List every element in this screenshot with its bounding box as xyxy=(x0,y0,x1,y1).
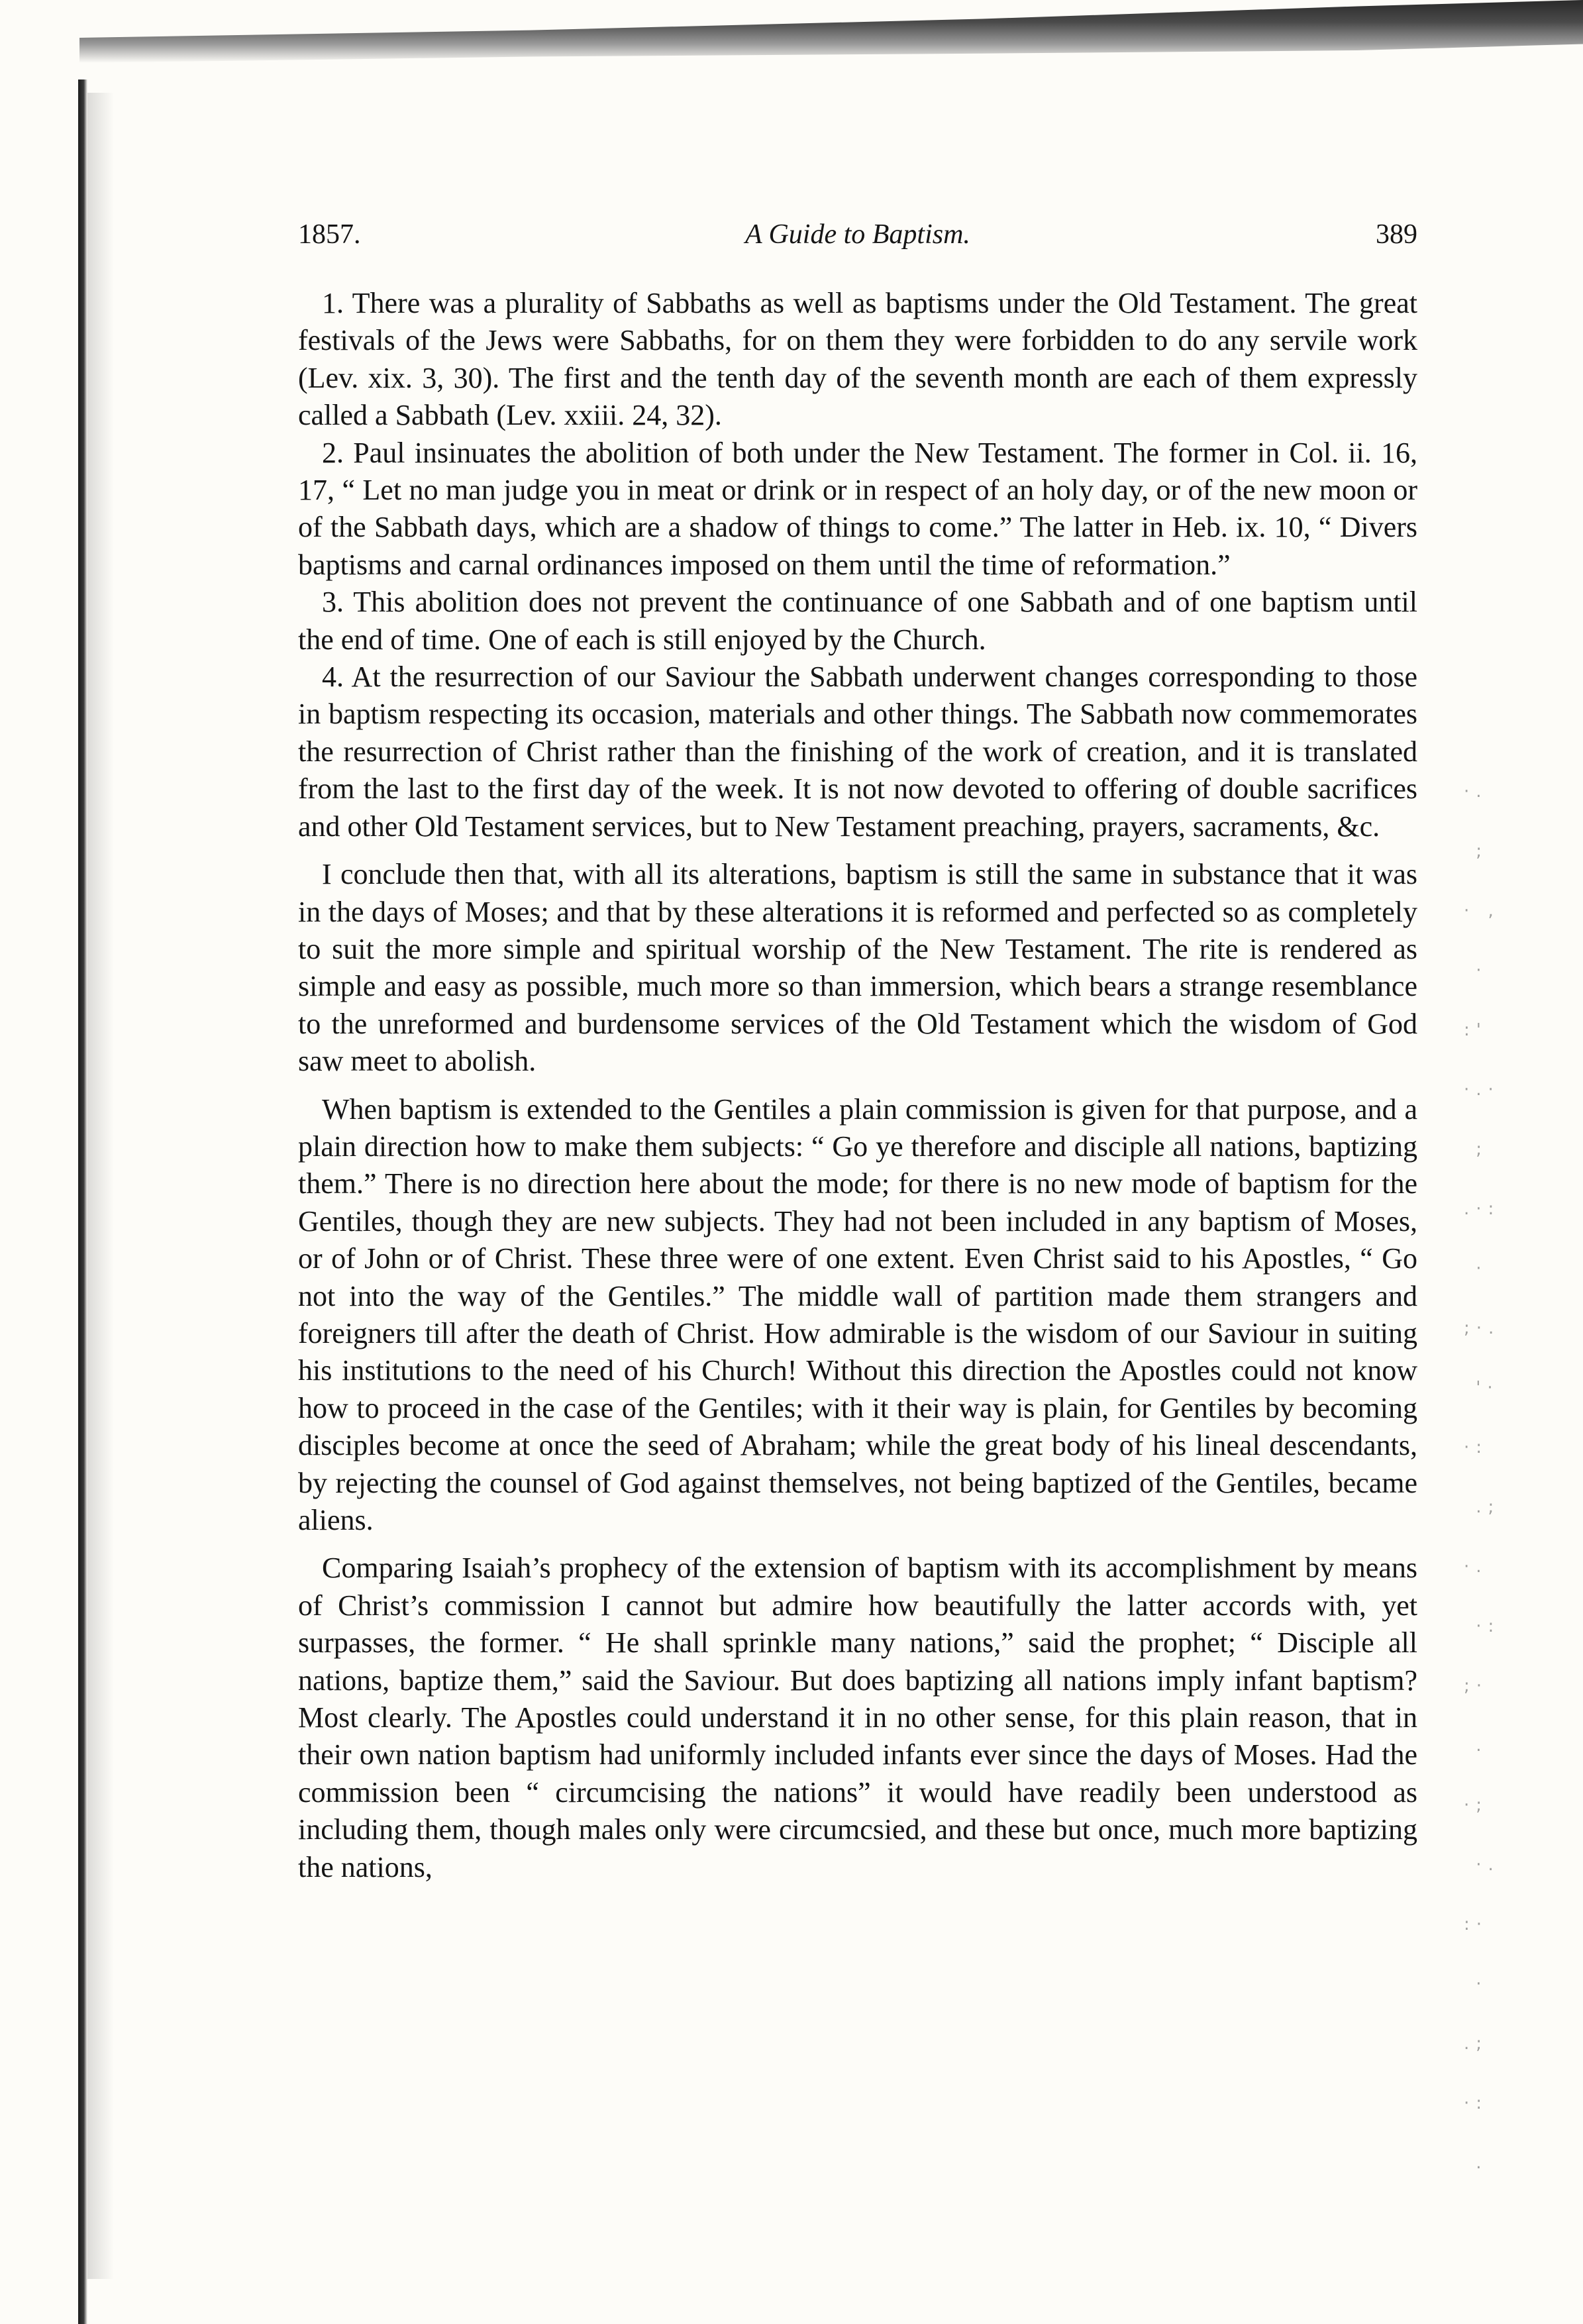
paragraph-5: I conclude then that, with all its alterations, baptism is still the same in substance that it was in the days of Moses; and that by these alterations it is reformed and perfected so as completely to suit the more simple and spiritual worship of the New Testament. The rite is rendered as simple and easy as possible, much more so than immersion, which bears a strange resemblance to the unreformed and burdensome services of the Old Testament which the wisdom of God saw meet to abolish. xyxy=(298,858,1417,1078)
paragraph-2: 2. Paul insinuates the abolition of both under the New Testament. The former in Col. ii. 16, 17, “ Let no man judge you in meat or drink or in respect of an holy day, or of the new moon or of the Sabbath days, which are a shadow of things to come.” The latter in Heb. ix. 10, “ Divers baptisms and carnal ordinances imposed on them until the time of reformation.” xyxy=(298,436,1417,581)
paragraph-6: When baptism is extended to the Gentiles a plain commission is given for that purpose, and a plain direction how to make them subjects: “ Go ye therefore and disciple all nations, baptizing them.” There is no direction here about the mode; for there is no new mode of baptism for the Gentiles, though they are new subjects. They had not been included in any baptism of Moses, or of John or of Christ. These three were of one extent. Even Christ said to his Apostles, “ Go not into the way of the Gentiles.” The middle wall of partition made them strangers and foreigners till after the death of Christ. How admirable is the wisdom of our Saviour in suiting his institutions to the need of his Church! Without this direction the Apostles could not know how to proceed in the case of the Gentiles; with it their way is plain, for Gentiles by becoming disciples become at once the seed of Abraham; while the great body of his lineal descendants, by rejecting the counsel of God against themselves, not being baptized of the Gentiles, became aliens. xyxy=(298,1092,1417,1536)
paragraph-3: 3. This abolition does not prevent the continuance of one Sabbath and of one baptism until the end of time. One of each is still enjoyed by the Church. xyxy=(298,586,1417,656)
header-year: 1857. xyxy=(298,219,361,250)
page-header xyxy=(298,219,1417,258)
paragraph-7: Comparing Isaiah’s prophecy of the extension of baptism with its accomplishment by means of Christ’s commission I cannot but admire how beautifully the latter accords with, yet surpasses, the former. “ He shall sprinkle many nations,” said the prophet; “ Disciple all nations, baptize them,” said the Saviour. But does baptizing all nations imply infant baptism? Most clearly. The Apostles could understand it in no other sense, for this plain reason, that in their own nation baptism had uniformly included infants ever since the days of Moses. Had the commission been “ circumcising the nations” it would have readily been understood as including them, though males only were circumcsied, and these but once, much more baptizing the nations, xyxy=(298,1552,1417,1883)
page-number: 389 xyxy=(1376,219,1417,250)
paragraph-4: 4. At the resurrection of our Saviour the Sabbath underwent changes corresponding to those in baptism respecting its occasion, materials and other things. The Sabbath now commemorates the resurrection of Christ rather than the finishing of the work of creation, and it is translated from the last to the first day of the week. It is not now devoted to offering of double sacrifices and other Old Testament services, but to New Testament preaching, prayers, sacraments, &c. xyxy=(298,660,1417,843)
scan-edge-left xyxy=(78,79,87,2324)
scan-edge-top xyxy=(79,0,1583,63)
margin-specks: ·. ; · , · :' ·.· ; .·: · ;·. '· ·: .; ·. ·: ;· . ·; ·. :· · .; ·: . xyxy=(1464,782,1501,2173)
paragraph-1: 1. There was a plurality of Sabbaths as well as baptisms under the Old Testament. The great festivals of the Jews were Sabbaths, for on them they were forbidden to do any servile work (Lev. xix. 3, 30). The first and the tenth day of the seventh month are each of them expressly called a Sabbath (Lev. xxiii. 24, 32). xyxy=(298,287,1417,432)
body-text xyxy=(298,285,1417,1886)
running-title: A Guide to Baptism. xyxy=(745,219,970,250)
scan-binding-shadow xyxy=(87,93,114,2279)
